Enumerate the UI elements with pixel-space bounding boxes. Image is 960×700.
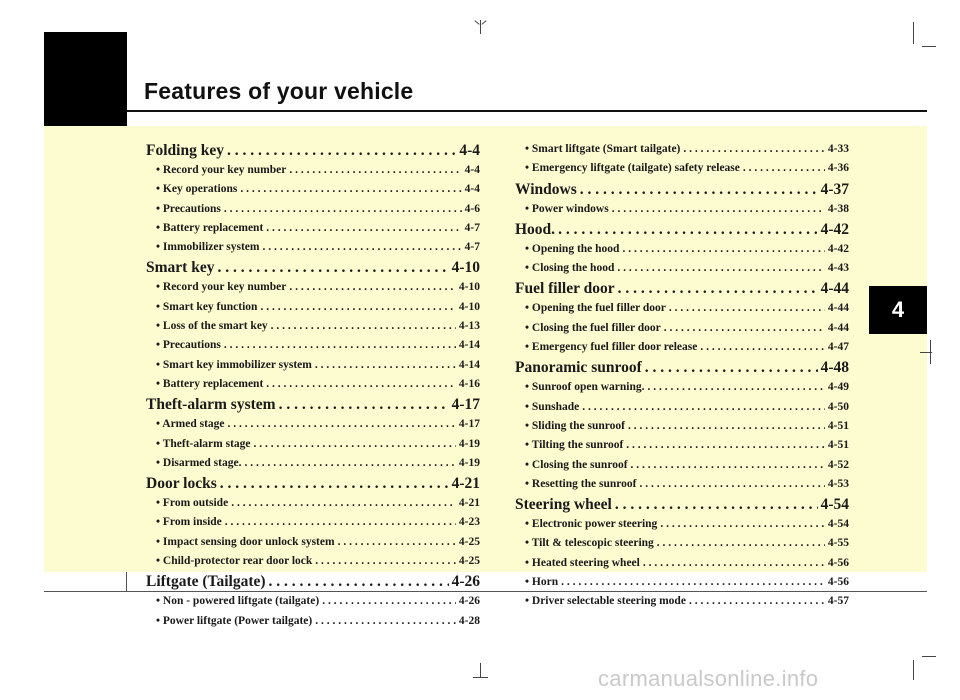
toc-dot-leader (639, 475, 824, 494)
toc-entry-page: 4-47 (827, 341, 849, 354)
toc-subsection-entry[interactable] (515, 200, 849, 219)
toc-entry-page: 4-44 (827, 302, 849, 315)
toc-entry-label: • Power windows (525, 202, 609, 215)
toc-entry-page: 4-48 (820, 359, 849, 377)
toc-entry-label: • Loss of the smart key (156, 320, 268, 333)
toc-dot-leader (315, 552, 456, 571)
toc-entry-page: 4-44 (820, 280, 849, 298)
toc-subsection-entry[interactable] (515, 338, 849, 357)
toc-section-entry[interactable] (146, 140, 480, 161)
chapter-tab[interactable]: 4 (869, 286, 927, 334)
toc-entry-label: • Record your key number (156, 164, 287, 176)
toc-entry-page: 4-19 (458, 437, 480, 450)
toc-entry-page: 4-51 (827, 419, 849, 432)
toc-dot-leader (689, 592, 825, 611)
toc-entry-page: 4-6 (464, 202, 480, 215)
toc-subsection-entry[interactable] (146, 375, 480, 394)
toc-entry-label: • Non - powered liftgate (tailgate) (156, 595, 320, 608)
toc-dot-leader (315, 612, 456, 631)
toc-dot-leader (228, 415, 456, 434)
toc-entry-label: • Closing the hood (525, 262, 615, 275)
toc-dot-leader (631, 456, 825, 475)
toc-section-entry[interactable] (146, 257, 480, 278)
toc-dot-leader (254, 435, 456, 454)
toc-dot-leader (622, 240, 824, 259)
crop-mark-right-center-h (920, 352, 932, 353)
toc-dot-leader (289, 278, 456, 297)
toc-subsection-entry[interactable] (146, 533, 480, 552)
toc-entry-label: Panoramic sunroof (515, 359, 642, 377)
toc-subsection-entry[interactable] (515, 534, 849, 553)
toc-dot-leader (645, 357, 818, 378)
toc-subsection-entry[interactable] (515, 140, 849, 159)
toc-dot-leader (580, 179, 818, 200)
toc-entry-label: • Sunshade (525, 400, 580, 413)
toc-dot-leader (582, 398, 825, 417)
toc-entry-label: Steering wheel (515, 496, 612, 514)
toc-entry-page: 4-25 (458, 535, 480, 548)
toc-dot-leader (700, 338, 825, 357)
toc-section-entry[interactable] (146, 394, 480, 415)
toc-entry-page: 4-7 (464, 221, 480, 234)
toc-entry-page: 4-17 (451, 396, 480, 414)
toc-entry-page: 4-13 (458, 320, 480, 333)
toc-entry-page: 4-53 (827, 477, 849, 490)
toc-dot-leader (657, 534, 825, 553)
toc-entry-label: Door locks (146, 475, 217, 493)
toc-subsection-entry[interactable] (515, 573, 849, 592)
toc-entry-label: • From inside (156, 516, 222, 529)
toc-entry-label: • Resetting the sunroof (525, 477, 637, 490)
toc-subsection-entry[interactable] (146, 592, 480, 611)
toc-dot-leader (683, 140, 825, 159)
toc-dot-leader (618, 278, 818, 299)
toc-dot-leader (224, 336, 456, 355)
crop-mark-top-center (480, 20, 481, 34)
toc-subsection-entry[interactable] (515, 240, 849, 259)
toc-entry-label: • Impact sensing door unlock system (156, 535, 335, 548)
margin-line (126, 572, 127, 592)
toc-entry-page: 4-10 (458, 300, 480, 313)
toc-entry-page: 4-54 (820, 496, 849, 514)
toc-entry-label: • Opening the hood (525, 242, 620, 255)
toc-entry-page: 4-43 (827, 262, 849, 275)
toc-dot-leader (266, 219, 461, 238)
toc-dot-leader (660, 515, 825, 534)
toc-subsection-entry[interactable] (515, 592, 849, 611)
toc-subsection-entry[interactable] (146, 494, 480, 513)
crop-mark-bottom-center-h (473, 677, 488, 678)
toc-entry-page: 4-23 (458, 516, 480, 529)
toc-section-entry[interactable] (515, 357, 849, 378)
toc-subsection-entry[interactable] (515, 159, 849, 178)
toc-entry-label: • Precautions (156, 202, 221, 215)
toc-entry-page: 4-44 (827, 321, 849, 334)
toc-subsection-entry[interactable] (146, 278, 480, 297)
toc-entry-page: 4-28 (458, 614, 480, 627)
toc-entry-label: Smart key (146, 259, 215, 277)
toc-dot-leader (628, 417, 825, 436)
toc-dot-leader (322, 592, 456, 611)
toc-entry-label: • Disarmed stage. (156, 456, 242, 469)
toc-entry-label: • Smart key function (156, 300, 258, 313)
toc-dot-leader (626, 436, 825, 455)
toc-subsection-entry[interactable] (146, 200, 480, 219)
toc-subsection-entry[interactable] (146, 454, 480, 473)
toc-subsection-entry[interactable] (515, 554, 849, 573)
toc-dot-leader (669, 299, 825, 318)
toc-dot-leader (561, 573, 825, 592)
toc-subsection-entry[interactable] (146, 415, 480, 434)
toc-section-entry[interactable] (146, 473, 480, 494)
toc-dot-leader (743, 159, 825, 178)
toc-entry-page: 4-36 (827, 162, 849, 175)
toc-subsection-entry[interactable] (146, 336, 480, 355)
toc-dot-leader (269, 571, 449, 592)
toc-entry-label: Hood. (515, 220, 556, 238)
toc-entry-label: Windows (515, 180, 577, 198)
toc-entry-label: • Tilting the sunroof (525, 439, 624, 452)
toc-dot-leader (227, 140, 456, 161)
toc-entry-page: 4-57 (827, 595, 849, 608)
toc-section-entry[interactable] (515, 219, 849, 240)
toc-dot-leader (279, 394, 449, 415)
toc-entry-label: • Closing the sunroof (525, 458, 628, 471)
toc-subsection-entry[interactable] (146, 298, 480, 317)
toc-dot-leader (647, 378, 824, 397)
corner-black-block (44, 32, 127, 126)
toc-subsection-entry[interactable] (146, 238, 480, 257)
toc-entry-page: 4-49 (827, 381, 849, 394)
toc-dot-leader (289, 161, 461, 180)
toc-subsection-entry[interactable] (515, 378, 849, 397)
toc-entry-page: 4-4 (464, 183, 480, 196)
toc-entry-label: • From outside (156, 497, 229, 510)
toc-dot-leader (262, 238, 461, 257)
toc-entry-label: • Tilt & telescopic steering (525, 537, 654, 550)
toc-entry-page: 4-26 (458, 595, 480, 608)
toc-entry-label: • Battery replacement (156, 377, 264, 390)
toc-dot-leader (664, 319, 825, 338)
toc-dot-leader (260, 298, 455, 317)
toc-entry-label: • Closing the fuel filler door (525, 321, 661, 334)
toc-subsection-entry[interactable] (515, 456, 849, 475)
toc-entry-page: 4-42 (820, 220, 849, 238)
crop-mark-top-center-v2 (481, 20, 486, 25)
toc-entry-label: • Immobilizer system (156, 241, 260, 254)
toc-entry-label: • Precautions (156, 339, 221, 352)
crop-mark-bottom-right-h (922, 656, 936, 657)
page-title: Features of your vehicle (144, 78, 414, 104)
toc-entry-label: • Horn (525, 576, 559, 589)
toc-dot-leader (612, 200, 825, 219)
toc-section-entry[interactable] (146, 571, 480, 592)
crop-mark-top-right-v (913, 22, 914, 44)
toc-subsection-entry[interactable] (146, 161, 480, 180)
toc-entry-label: • Power liftgate (Power tailgate) (156, 614, 313, 627)
toc-entry-label: • Battery replacement (156, 221, 264, 234)
toc-entry-page: 4-14 (458, 358, 480, 371)
toc-subsection-entry[interactable] (515, 259, 849, 278)
toc-entry-page: 4-25 (458, 555, 480, 568)
toc-entry-label: • Theft-alarm stage (156, 437, 251, 450)
toc-entry-page: 4-42 (827, 242, 849, 255)
toc-column-left (146, 140, 480, 631)
toc-subsection-entry[interactable] (146, 435, 480, 454)
toc-entry-label: Liftgate (Tailgate) (146, 573, 266, 591)
toc-entry-page: 4-17 (458, 418, 480, 431)
toc-entry-label: Theft-alarm system (146, 396, 276, 414)
toc-entry-label: • Sliding the sunroof (525, 419, 625, 432)
toc-column-right (515, 140, 849, 612)
toc-entry-page: 4-56 (827, 556, 849, 569)
toc-subsection-entry[interactable] (146, 612, 480, 631)
watermark: carmanualsonline.info (598, 666, 819, 691)
toc-dot-leader (224, 200, 462, 219)
toc-subsection-entry[interactable] (515, 319, 849, 338)
toc-dot-leader (338, 533, 456, 552)
crop-mark-bottom-center-v (480, 663, 481, 677)
toc-entry-label: • Smart liftgate (Smart tailgate) (525, 143, 681, 155)
toc-dot-leader (558, 219, 818, 240)
toc-entry-page: 4-16 (458, 377, 480, 390)
toc-dot-leader (240, 180, 461, 199)
toc-entry-label: • Driver selectable steering mode (525, 595, 686, 608)
toc-entry-page: 4-55 (827, 537, 849, 550)
toc-subsection-entry[interactable] (515, 515, 849, 534)
toc-entry-page: 4-4 (464, 164, 480, 176)
toc-dot-leader (225, 513, 456, 532)
toc-entry-page: 4-21 (451, 475, 480, 493)
crop-mark-top-center-v (474, 20, 479, 25)
toc-subsection-entry[interactable] (146, 317, 480, 336)
toc-entry-page: 4-26 (451, 573, 480, 591)
toc-dot-leader (231, 494, 456, 513)
toc-subsection-entry[interactable] (146, 356, 480, 375)
toc-subsection-entry[interactable] (146, 180, 480, 199)
toc-section-entry[interactable] (515, 179, 849, 200)
header-rule (127, 110, 927, 112)
toc-dot-leader (244, 454, 455, 473)
toc-entry-label: Fuel filler door (515, 280, 615, 298)
toc-entry-label: • Emergency liftgate (tailgate) safety release (525, 162, 740, 175)
toc-subsection-entry[interactable] (515, 299, 849, 318)
toc-entry-page: 4-33 (827, 143, 849, 155)
toc-dot-leader (266, 375, 456, 394)
toc-entry-page: 4-14 (458, 339, 480, 352)
toc-entry-page: 4-56 (827, 576, 849, 589)
toc-subsection-entry[interactable] (146, 513, 480, 532)
toc-entry-page: 4-10 (451, 259, 480, 277)
toc-entry-label: • Heated steering wheel (525, 556, 640, 569)
toc-entry-label: • Child-protector rear door lock (156, 555, 313, 568)
toc-entry-page: 4-4 (459, 142, 480, 159)
toc-dot-leader (617, 259, 825, 278)
toc-dot-leader (220, 473, 449, 494)
toc-entry-label: • Record your key number (156, 281, 287, 294)
toc-dot-leader (315, 356, 456, 375)
toc-dot-leader (217, 257, 448, 278)
toc-entry-label: • Key operations (156, 183, 238, 196)
toc-entry-page: 4-37 (820, 180, 849, 198)
toc-entry-page: 4-52 (827, 458, 849, 471)
toc-entry-page: 4-7 (464, 241, 480, 254)
toc-entry-page: 4-10 (458, 281, 480, 294)
toc-entry-label: • Electronic power steering (525, 518, 658, 531)
toc-entry-label: • Smart key immobilizer system (156, 358, 312, 371)
crop-mark-top-right-h (922, 46, 936, 47)
toc-subsection-entry[interactable] (515, 475, 849, 494)
toc-dot-leader (615, 494, 818, 515)
toc-subsection-entry[interactable] (146, 219, 480, 238)
toc-entry-label: Folding key (146, 142, 224, 159)
toc-entry-page: 4-38 (827, 202, 849, 215)
toc-entry-page: 4-51 (827, 439, 849, 452)
toc-entry-label: • Sunroof open warning. (525, 381, 645, 394)
toc-entry-label: • Emergency fuel filler door release (525, 341, 698, 354)
toc-entry-page: 4-50 (827, 400, 849, 413)
toc-entry-page: 4-21 (458, 497, 480, 510)
toc-entry-page: 4-54 (827, 518, 849, 531)
toc-dot-leader (271, 317, 456, 336)
toc-subsection-entry[interactable] (515, 417, 849, 436)
toc-dot-leader (643, 554, 825, 573)
toc-section-entry[interactable] (515, 278, 849, 299)
toc-subsection-entry[interactable] (515, 398, 849, 417)
crop-mark-bottom-right-v (913, 660, 914, 680)
toc-subsection-entry[interactable] (515, 436, 849, 455)
toc-entry-page: 4-19 (458, 456, 480, 469)
toc-subsection-entry[interactable] (146, 552, 480, 571)
toc-entry-label: • Armed stage (156, 418, 225, 431)
toc-section-entry[interactable] (515, 494, 849, 515)
toc-entry-label: • Opening the fuel filler door (525, 302, 666, 315)
